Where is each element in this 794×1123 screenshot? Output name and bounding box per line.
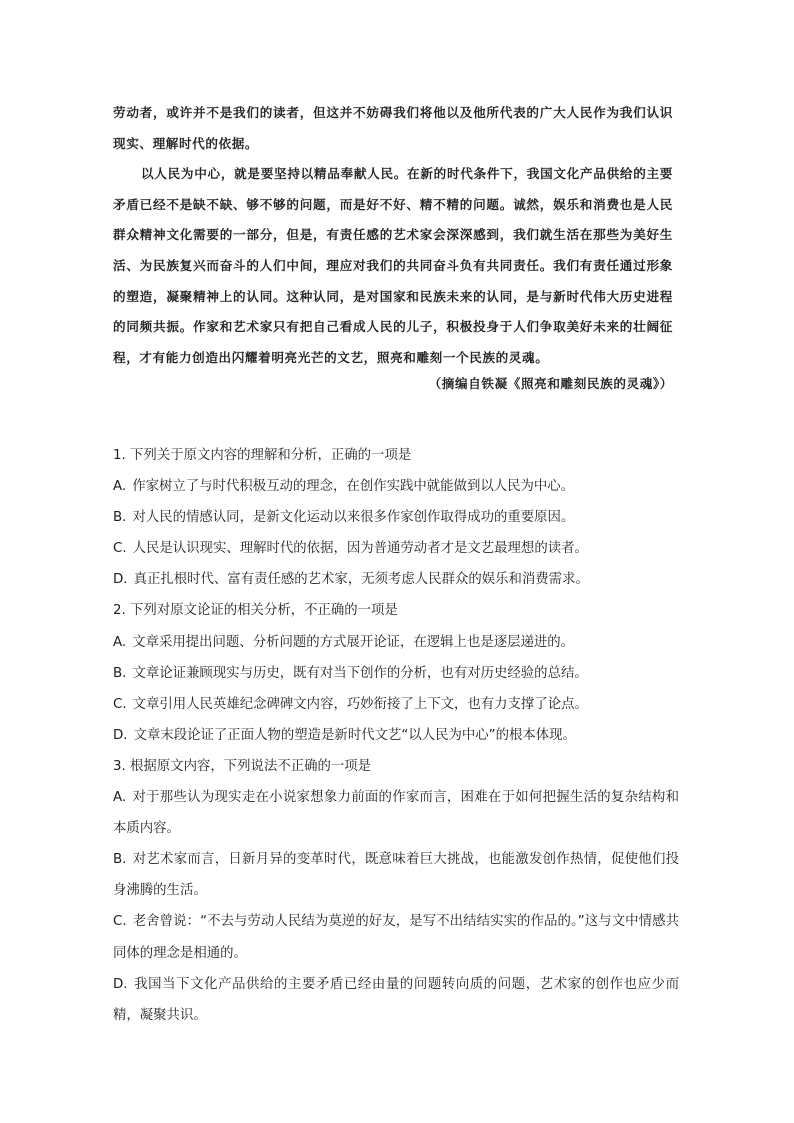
option-text: 对于那些认为现实走在小说家想象力前面的作家而言，困难在于如何把握生活的复杂结构和本质内容。 — [113, 790, 679, 837]
option-d — [113, 564, 679, 595]
option-c — [113, 689, 679, 720]
option-text: 老舍曾说：“不去与劳动人民结为莫逆的好友，是写不出结结实实的作品的。”这与文中情感共同体的理念是相通的。 — [113, 914, 679, 961]
questions-section — [113, 440, 679, 1031]
option-b — [113, 502, 679, 533]
option-letter: D. — [113, 572, 128, 588]
option-letter: D. — [113, 976, 128, 992]
option-text: 文章引用人民英雄纪念碑碑文内容，巧妙衔接了上下文，也有力支撑了论点。 — [132, 696, 588, 712]
option-text: 人民是认识现实、理解时代的依据，因为普通劳动者才是文艺最理想的读者。 — [132, 541, 588, 557]
option-text: 对人民的情感认同，是新文化运动以来很多作家创作取得成功的重要原因。 — [132, 510, 575, 526]
option-letter: C. — [113, 696, 127, 712]
option-text: 对艺术家而言，日新月异的变革时代，既意味着巨大挑战，也能激发创作热情，促使他们投身沸腾的生活。 — [113, 852, 679, 899]
option-text: 我国当下文化产品供给的主要矛盾已经由量的问题转向质的问题，艺术家的创作也应少而精，凝聚共识。 — [113, 976, 679, 1023]
question-stem: 1. 下列关于原文内容的理解和分析，正确的一项是 — [113, 448, 412, 463]
option-letter: A. — [113, 790, 127, 806]
option-text: 真正扎根时代、富有责任感的艺术家，无须考虑人民群众的娱乐和消费需求。 — [133, 572, 589, 588]
option-b — [113, 844, 679, 906]
question-stem: 3. 根据原文内容，下列说法不正确的一项是 — [113, 758, 372, 774]
question-3 — [113, 751, 679, 1031]
option-letter: D. — [113, 727, 128, 743]
option-d — [113, 720, 679, 751]
option-a — [113, 627, 679, 658]
option-b — [113, 658, 679, 689]
option-d — [113, 969, 679, 1031]
option-letter: B. — [113, 852, 127, 868]
question-1 — [113, 440, 679, 595]
option-a — [113, 471, 679, 502]
option-letter: A. — [113, 634, 127, 650]
option-letter: A. — [113, 479, 127, 495]
option-text: 文章末段论证了正面人物的塑造是新时代文艺“以人民为中心”的根本体现。 — [133, 727, 576, 743]
reading-passage — [113, 98, 673, 400]
passage-paragraph: 以人民为中心，就是要坚持以精品奉献人民。在新的时代条件下，我国文化产品供给的主要矛盾已经不是缺不缺、够不够的问题，而是好不好、精不精的问题。诚然，娱乐和消费也是人民群众精神文化需要的一部分，但是，有责任感的艺术家会深深感到，我们就生活在那些为美好生活、为民族复兴而奋斗的人们中间，理应对我们的共同奋斗负有共同责任。我们有责任通过形象的塑造，凝聚精神上的认同。这种认同，是对国家和民族未来的认同，是与新时代伟大历史进程的同频共振。作家和艺术家只有把自己看成人民的儿子，积极投身于人们争取美好未来的壮阔征程，才有能力创造出闪耀着明亮光芒的文艺，照亮和雕刻一个民族的灵魂。 — [113, 166, 673, 365]
option-text: 文章采用提出问题、分析问题的方式展开论证，在逻辑上也是逐层递进的。 — [132, 634, 575, 650]
passage-paragraph: 劳动者，或许并不是我们的读者，但这并不妨碍我们将他以及他所代表的广大人民作为我们认识现实、理解时代的依据。 — [113, 105, 673, 151]
option-letter: C. — [113, 541, 127, 557]
option-c — [113, 906, 679, 968]
option-text: 作家树立了与时代积极互动的理念，在创作实践中就能做到以人民为中心。 — [132, 479, 575, 495]
question-stem: 2. 下列对原文论证的相关分析，不正确的一项是 — [113, 603, 398, 619]
option-c — [113, 533, 679, 564]
option-a — [113, 782, 679, 844]
option-text: 文章论证兼顾现实与历史，既有对当下创作的分析，也有对历史经验的总结。 — [132, 665, 588, 681]
option-letter: B. — [113, 510, 127, 526]
option-letter: C. — [113, 914, 127, 930]
option-letter: B. — [113, 665, 127, 681]
question-2 — [113, 595, 679, 750]
passage-source: （摘编自铁凝《照亮和雕刻民族的灵魂》） — [428, 376, 673, 392]
